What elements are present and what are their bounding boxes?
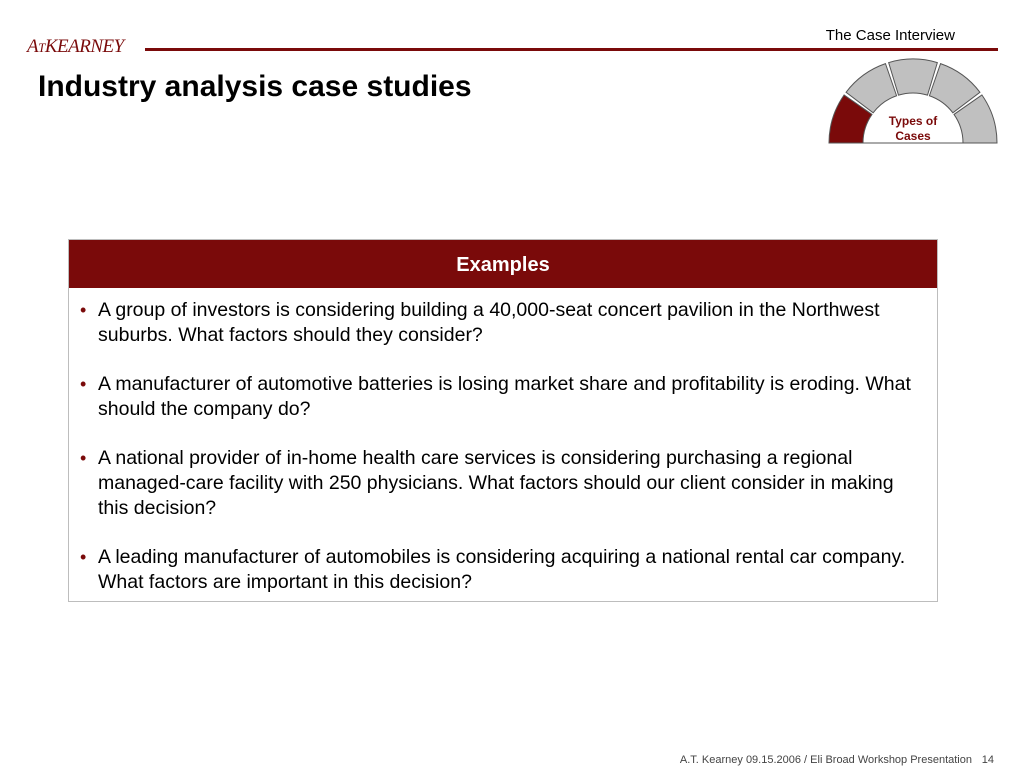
header-rule <box>145 48 998 51</box>
bullet-icon: • <box>80 374 87 394</box>
examples-header: Examples <box>69 240 937 288</box>
example-text: A group of investors is considering building a 40,000-seat concert pavilion in the Northwest suburbs. What factors should they consider? <box>98 299 880 346</box>
example-item <box>80 372 923 422</box>
company-logo <box>27 36 124 58</box>
example-text: A leading manufacturer of automobiles is considering acquiring a national rental car company. What factors are important in this decision? <box>98 546 906 593</box>
example-text: A national provider of in-home health care services is considering purchasing a regional managed-care facility with 250 physicians. What factors should our client consider in making this decision? <box>98 447 894 519</box>
bullet-icon: • <box>80 547 87 567</box>
examples-list <box>69 288 937 595</box>
example-item <box>80 545 923 595</box>
bullet-icon: • <box>80 300 87 320</box>
bullet-icon: • <box>80 448 87 468</box>
example-item <box>80 446 923 521</box>
footer-text: A.T. Kearney 09.15.2006 / Eli Broad Workshop Presentation <box>679 754 972 766</box>
example-item <box>80 298 923 348</box>
section-label: The Case Interview <box>825 27 955 44</box>
examples-box <box>68 239 938 602</box>
fan-segment <box>889 59 938 95</box>
logo-wordmark: KEARNEY <box>44 36 124 57</box>
logo-letter-t: T <box>38 40 45 55</box>
page-number: 14 <box>981 754 994 766</box>
page-title: Industry analysis case studies <box>38 70 472 103</box>
fan-diagram-label: Types of Cases <box>888 114 938 143</box>
logo-letter-a: A <box>27 36 39 57</box>
example-text: A manufacturer of automotive batteries is losing market share and profitability is eroding. What should the company do? <box>98 373 911 420</box>
